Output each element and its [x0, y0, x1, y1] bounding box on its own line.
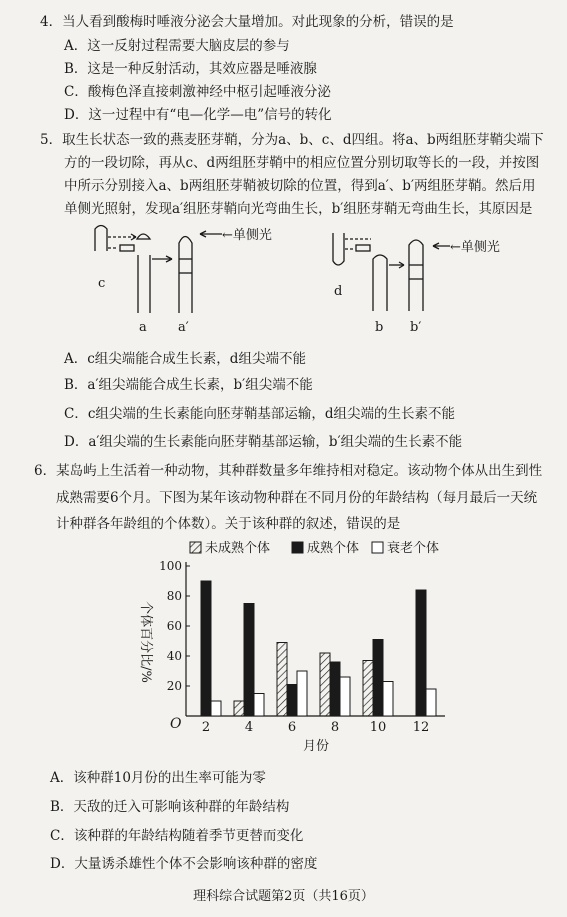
q4-option-a: A．这一反射过程需要大脑皮层的参与: [64, 38, 290, 54]
label-a-prime: a′: [178, 320, 189, 335]
bar-mature-month-12: [416, 590, 426, 716]
bar-immature-month-6: [277, 643, 287, 717]
x-tick-label: 12: [412, 720, 430, 735]
label-c: c: [98, 276, 106, 291]
legend-swatch-mature: [292, 542, 303, 553]
q5-option-c: C．c组尖端的生长素能向胚芽鞘基部运输，d组尖端的生长素不能: [64, 406, 456, 422]
q4-stem: 4．当人看到酸梅时唾液分泌会大量增加。对此现象的分析，错误的是: [40, 14, 454, 30]
age-structure-chart: [0, 532, 567, 762]
bar-mature-month-10: [373, 640, 383, 717]
light-label-left: ←单侧光: [222, 228, 272, 243]
legend-swatch-senescent: [372, 542, 383, 553]
bar-mature-month-6: [287, 685, 297, 717]
y-tick-label: 40: [166, 649, 182, 663]
q5-stem-line-4: 单侧光照射，发现a′组胚芽鞘向光弯曲生长，b′组胚芽鞘无弯曲生长，其原因是: [64, 201, 533, 217]
q4-option-b: B．这是一种反射活动，其效应器是唾液腺: [64, 61, 317, 77]
x-tick-label: 6: [287, 720, 297, 735]
coleoptile-figure: [0, 215, 567, 345]
label-d: d: [334, 284, 343, 299]
x-tick-label: 2: [201, 720, 211, 735]
x-tick-label: 4: [244, 720, 254, 735]
q5-option-b: B．a′组尖端能合成生长素，b′组尖端不能: [64, 377, 313, 393]
light-label-right: ←单侧光: [450, 240, 500, 255]
q6-option-b: B．天敌的迁入可影响该种群的年龄结构: [50, 799, 290, 815]
q6-option-d: D．大量诱杀雄性个体不会影响该种群的密度: [50, 856, 318, 872]
origin-label: O: [170, 716, 182, 732]
q6-option-c: C．该种群的年龄结构随着季节更替而变化: [50, 828, 304, 844]
bar-senescent-month-6: [297, 671, 307, 716]
legend-label-mature: 成熟个体: [307, 541, 360, 556]
y-axis-label: 个体百分比/%: [138, 601, 153, 683]
bar-immature-month-4: [234, 701, 244, 716]
legend-swatch-immature: [190, 542, 201, 553]
bar-senescent-month-8: [340, 677, 350, 716]
x-tick-label: 8: [330, 720, 340, 735]
x-tick-label: 10: [369, 720, 387, 735]
q5-option-d: D．a′组尖端的生长素能向胚芽鞘基部运输，b′组尖端的生长素不能: [64, 434, 463, 450]
chart-legend: [190, 540, 439, 556]
q5-stem-line-3: 中所示分别接入a、b两组胚芽鞘被切除的位置，得到a′、b′两组胚芽鞘。然后用: [64, 178, 536, 194]
label-b-prime: b′: [410, 320, 422, 335]
label-b: b: [375, 320, 384, 335]
bar-mature-month-4: [244, 604, 254, 717]
label-a: a: [139, 320, 147, 335]
bar-immature-month-8: [320, 653, 330, 716]
page-footer: 理科综合试题第2页（共16页）: [193, 889, 374, 904]
bar-senescent-month-10: [383, 682, 393, 717]
x-axis-label: 月份: [302, 739, 330, 754]
q4-option-c: C．酸梅色泽直接刺激神经中枢引起唾液分泌: [64, 84, 331, 100]
q5-stem-line-2: 方的一段切除，再从c、d两组胚芽鞘中的相应位置分别切取等长的一段，并按图: [64, 155, 540, 171]
legend-label-immature: 未成熟个体: [205, 541, 271, 556]
y-tick-label: 20: [166, 679, 182, 693]
bar-immature-month-10: [363, 661, 373, 717]
bar-senescent-month-2: [211, 701, 221, 716]
bar-senescent-month-12: [426, 689, 436, 716]
y-tick-label: 80: [166, 589, 182, 603]
q4-option-d: D．这一过程中有“电—化学—电”信号的转化: [64, 107, 332, 123]
q5-stem-line-1: 5．取生长状态一致的燕麦胚芽鞘，分为a、b、c、d四组。将a、b两组胚芽鞘尖端下: [40, 132, 544, 148]
y-tick-label: 60: [166, 619, 182, 633]
legend-label-senescent: 衰老个体: [387, 541, 440, 556]
q6-stem-line-2: 成熟需要6个月。下图为某年该动物种群在不同月份的年龄结构（每月最后一天统: [56, 490, 538, 506]
y-tick-label: 100: [159, 559, 182, 573]
bar-senescent-month-4: [254, 694, 264, 717]
q5-option-a: A．c组尖端能合成生长素，d组尖端不能: [64, 351, 306, 367]
q6-stem-line-3: 计种群各年龄组的个体数）。关于该种群的叙述，错误的是: [56, 516, 401, 532]
q6-option-a: A．该种群10月份的出生率可能为零: [50, 770, 266, 786]
bar-mature-month-8: [330, 662, 340, 716]
bar-mature-month-2: [201, 581, 211, 716]
q6-stem-line-1: 6．某岛屿上生活着一种动物，其种群数量多年维持相对稳定。该动物个体从出生到性: [34, 463, 543, 479]
